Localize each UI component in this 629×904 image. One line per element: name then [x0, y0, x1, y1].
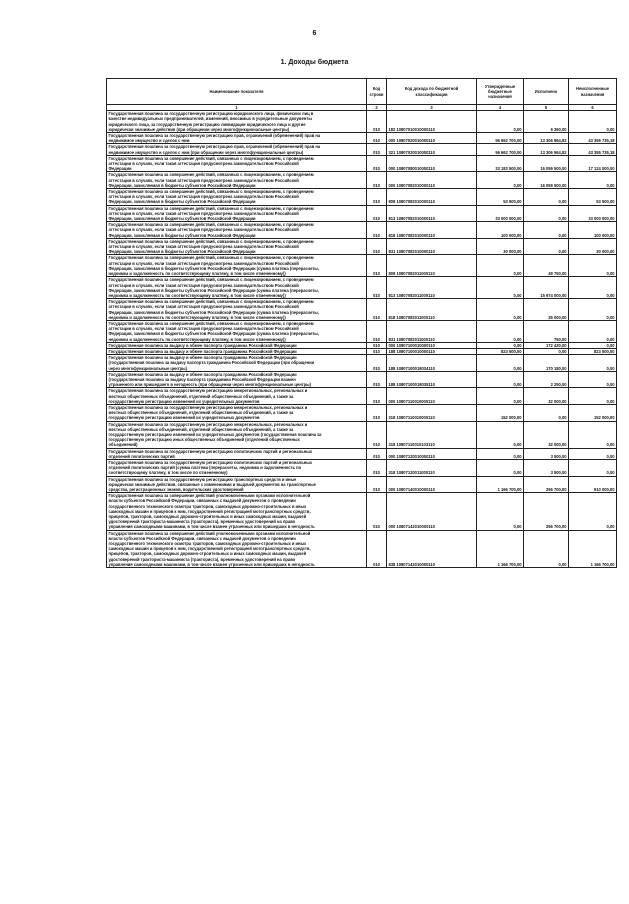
row-executed: 256 700,00: [524, 493, 569, 530]
header-name: Наименование показателя: [107, 79, 367, 105]
row-approved: 1 166 700,00: [477, 476, 524, 493]
row-approved: 0,00: [477, 460, 524, 477]
row-classification-code: 831 10807082011000110: [387, 320, 477, 342]
row-line-code: 010: [367, 133, 387, 144]
row-name: Государственная пошлина за государственную регистрацию межрегиональных, региональных и местных общественных объединений, отделений общественных объединений, а также за государственную регистрацию изменений их учредительных документов: [107, 404, 367, 421]
row-approved: 0,00: [477, 320, 524, 342]
row-line-code: 010: [367, 255, 387, 277]
row-executed: 0,00: [524, 404, 569, 421]
header-unexecuted: Неисполненные назначения: [569, 79, 617, 105]
section-title: 1. Доходы бюджета: [280, 59, 349, 66]
income-table: [106, 78, 617, 568]
table-row: [107, 238, 617, 255]
row-approved: 0,00: [477, 277, 524, 299]
row-unexecuted: 43 355 735,18: [569, 133, 617, 144]
row-name: Государственная пошлина за совершение действий, связанных с лицензированием, с проведением аттестации в случаях, если такая аттестация предусмотрена законодательством Российской Федерации, зачисляемая в бюджеты субъектов Российской Федерации: [107, 189, 367, 206]
table-row: [107, 133, 617, 144]
row-name: Государственная пошлина за государственную регистрацию политических партий и региональных отделений политических партий (сумма платежа (перерасчеты, недоимка и задолженность по соответствующему платежу, в том числе по отмененному): [107, 460, 367, 477]
row-executed: 49 750,00: [524, 255, 569, 277]
table-row: [107, 493, 617, 530]
row-executed: 3 500,00: [524, 460, 569, 477]
table-row: [107, 355, 617, 372]
row-approved: 53 500,00: [477, 189, 524, 206]
row-line-code: 010: [367, 222, 387, 239]
row-unexecuted: 17 124 000,00: [569, 155, 617, 172]
row-classification-code: 813 10807082011000110: [387, 277, 477, 299]
row-unexecuted: 0,00: [569, 299, 617, 321]
row-classification-code: 838 10807142010000110: [387, 530, 477, 567]
row-classification-code: 000 10807082010000110: [387, 172, 477, 189]
table-row: [107, 404, 617, 421]
row-approved: 823 500,00: [477, 348, 524, 354]
table-row: [107, 189, 617, 206]
column-number: 6: [569, 105, 617, 111]
row-unexecuted: 0,00: [569, 172, 617, 189]
table-row: [107, 255, 617, 277]
row-name: Государственная пошлина за государственную регистрацию транспортных средств и иные юридически значимые действия, связанные с изменениями и выдачей документов на транспортные средства, регистрационных знаков, водительских удостоверений: [107, 476, 367, 493]
row-unexecuted: 0,00: [569, 421, 617, 448]
row-executed: 0,00: [524, 222, 569, 239]
row-unexecuted: 0,00: [569, 255, 617, 277]
row-executed: 3 500,00: [524, 448, 569, 459]
row-classification-code: 809 10807082010000110: [387, 189, 477, 206]
table-row: [107, 388, 617, 405]
row-name: Государственная пошлина за государственную регистрацию прав, ограничений (обременений) прав на недвижимое имущество и сделок с ним (при обращении через многофункциональные центры): [107, 144, 367, 155]
header-approved: Утвержденные бюджетные назначения: [477, 79, 524, 105]
row-line-code: 010: [367, 530, 387, 567]
row-classification-code: 000 10807080010000110: [387, 155, 477, 172]
header-line-code: Код строки: [367, 79, 387, 105]
row-approved: 0,00: [477, 371, 524, 388]
row-unexecuted: 0,00: [569, 320, 617, 342]
row-unexecuted: 0,00: [569, 277, 617, 299]
table-row: [107, 299, 617, 321]
table-row: [107, 448, 617, 459]
row-name: Государственная пошлина за выдачу и обмен паспорта гражданина Российской Федерации: [107, 348, 367, 354]
row-line-code: 010: [367, 205, 387, 222]
row-unexecuted: 53 500,00: [569, 189, 617, 206]
row-classification-code: 809 10807082011000110: [387, 255, 477, 277]
row-approved: 56 662 700,00: [477, 144, 524, 155]
table-row: [107, 421, 617, 448]
column-number: 3: [387, 105, 477, 111]
table-row: [107, 205, 617, 222]
row-line-code: 010: [367, 144, 387, 155]
row-classification-code: 318 10807120011000110: [387, 460, 477, 477]
table-row: [107, 476, 617, 493]
row-name: Государственная пошлина за выдачу и обмен паспорта гражданина Российской Федерации (государственная пошлина за выдачу паспорта гражданина Российской Федерации (при обращении через многофункциональные центры): [107, 355, 367, 372]
table-row: [107, 460, 617, 477]
row-executed: 170 180,00: [524, 355, 569, 372]
row-classification-code: 000 10807020010000110: [387, 133, 477, 144]
table-body: [107, 111, 617, 568]
row-classification-code: 000 10807140010000110: [387, 476, 477, 493]
row-line-code: 010: [367, 342, 387, 348]
header-row: [107, 79, 617, 105]
row-approved: 0,00: [477, 421, 524, 448]
row-name: Государственная пошлина за государственную регистрацию межрегиональных, региональных и местных общественных объединений, отделений общественных объединений, а также за государственную регистрацию изменений их учредительных документов: [107, 388, 367, 405]
row-executed: 6 360,00: [524, 111, 569, 133]
row-classification-code: 182 10807010010000110: [387, 111, 477, 133]
row-executed: 13 306 964,82: [524, 133, 569, 144]
row-unexecuted: 0,00: [569, 355, 617, 372]
row-name: Государственная пошлина за совершение действий уполномоченными органами исполнительной власти субъектов Российской Федерации, связанных с выдачей документов о проведении государственного технического осмотра тракторов, самоходных дорожно-строительных и иных самоходных машин и прицепов к ним, государственной регистрацией мототранспортных средств, прицепов, тракторов, самоходных дорожно-строительных и иных самоходных машин, выдачей удостоверений тракториста-машиниста (тракториста), временных удостоверений на право управления самоходными машинами, в том числе взамен утраченных или пришедших в негодность: [107, 530, 367, 567]
table-row: [107, 530, 617, 567]
column-number: 1: [107, 105, 367, 111]
row-executed: 2 250,00: [524, 371, 569, 388]
row-name: Государственная пошлина за совершение действий, связанных с лицензированием, с проведением аттестации в случаях, если такая аттестация предусмотрена законодательством Российской Федерации, зачисляемая в бюджеты субъектов Российской Федерации (сумма платежа (перерасчеты, недоимка и задолженность по соответствующему платежу, в том числе отмененному)): [107, 255, 367, 277]
table-row: [107, 320, 617, 342]
row-approved: 0,00: [477, 172, 524, 189]
row-name: Государственная пошлина за совершение действий, связанных с лицензированием, с проведением аттестации в случаях, если такая аттестация предусмотрена законодательством Российской Федерации, зачисляемая в бюджеты субъектов Российской Федерации (сумма платежа (перерасчеты, недоимка и задолженность по соответствующему платежу, в том числе отмененному)): [107, 320, 367, 342]
table-row: [107, 144, 617, 155]
row-line-code: 010: [367, 371, 387, 388]
row-unexecuted: 0,00: [569, 460, 617, 477]
row-line-code: 010: [367, 348, 387, 354]
row-name: Государственная пошлина за выдачу и обмен паспорта гражданина Российской Федерации: [107, 342, 367, 348]
row-approved: 152 000,00: [477, 404, 524, 421]
row-unexecuted: 0,00: [569, 111, 617, 133]
row-classification-code: 000 10807110010000110: [387, 388, 477, 405]
table-row: [107, 371, 617, 388]
row-executed: 172 430,00: [524, 342, 569, 348]
row-executed: 750,00: [524, 320, 569, 342]
row-approved: 1 166 700,00: [477, 530, 524, 567]
row-line-code: 010: [367, 355, 387, 372]
row-line-code: 010: [367, 460, 387, 477]
table-row: [107, 222, 617, 239]
row-name: Государственная пошлина за совершение действий, связанных с лицензированием, с проведением аттестации в случаях, если такая аттестация предусмотрена законодательством Российской Федерации, зачисляемая в бюджеты субъектов Российской Федерации: [107, 222, 367, 239]
row-name: Государственная пошлина за совершение действий, связанных с лицензированием, с проведением аттестации в случаях, если такая аттестация предусмотрена законодательством Российской Федерации, зачисляемая в бюджеты субъектов Российской Федерации (сумма платежа (перерасчеты, недоимка и задолженность по соответствующему платежу, в том числе отмененному)): [107, 299, 367, 321]
row-name: Государственная пошлина за совершение действий, связанных с лицензированием, с проведением аттестации в случаях, если такая аттестация предусмотрена законодательством Российской Федерации: [107, 155, 367, 172]
row-classification-code: 188 10807100010000110: [387, 348, 477, 354]
row-line-code: 010: [367, 476, 387, 493]
row-executed: 15 974 000,00: [524, 277, 569, 299]
row-executed: 0,00: [524, 205, 569, 222]
row-line-code: 010: [367, 189, 387, 206]
row-unexecuted: 0,00: [569, 493, 617, 530]
row-unexecuted: 0,00: [569, 371, 617, 388]
row-approved: 33 183 500,00: [477, 155, 524, 172]
row-executed: 35 000,00: [524, 299, 569, 321]
table-row: [107, 172, 617, 189]
row-line-code: 010: [367, 238, 387, 255]
row-executed: 0,00: [524, 189, 569, 206]
table-row: [107, 111, 617, 133]
page-number: 6: [312, 30, 317, 37]
row-approved: 100 000,00: [477, 222, 524, 239]
row-unexecuted: 100 000,00: [569, 222, 617, 239]
row-approved: 56 662 700,00: [477, 133, 524, 144]
row-name: Государственная пошлина за выдачу и обмен паспорта гражданина Российской Федерации (государственная пошлина за выдачу паспорта гражданина Российской Федерации взамен утраченного или пришедшего в негодность (при обращении через многофункциональные центры): [107, 371, 367, 388]
row-classification-code: 831 10807082010000110: [387, 238, 477, 255]
row-approved: 0,00: [477, 388, 524, 405]
row-name: Государственная пошлина за совершение действий, связанных с лицензированием, с проведением аттестации в случаях, если такая аттестация предусмотрена законодательством Российской Федерации, зачисляемая в бюджеты субъектов Российской Федерации (сумма платежа (перерасчеты, недоимка и задолженность по соответствующему платежу, в том числе отмененному)): [107, 277, 367, 299]
row-classification-code: 000 10807120010000110: [387, 448, 477, 459]
row-classification-code: 000 10807100010000110: [387, 342, 477, 348]
row-line-code: 010: [367, 299, 387, 321]
row-line-code: 010: [367, 320, 387, 342]
table-row: [107, 155, 617, 172]
row-unexecuted: 33 000 000,00: [569, 205, 617, 222]
row-classification-code: 318 10807110010000110: [387, 404, 477, 421]
row-approved: 0,00: [477, 355, 524, 372]
column-number: 5: [524, 105, 569, 111]
column-number: 2: [367, 105, 387, 111]
row-executed: 0,00: [524, 238, 569, 255]
row-name: Государственная пошлина за совершение действий, связанных с лицензированием, с проведением аттестации в случаях, если такая аттестация предусмотрена законодательством Российской Федерации, зачисляемая в бюджеты субъектов Российской Федерации: [107, 238, 367, 255]
row-unexecuted: 823 500,00: [569, 348, 617, 354]
row-name: Государственная пошлина за государственную регистрацию межрегиональных, региональных и местных общественных объединений, отделений общественных объединений, а также за государственную регистрацию изменений их учредительных документов (государственная пошлина за государственную регистрацию иных общественных объединений (отделений общественных объединений): [107, 421, 367, 448]
row-executed: 16 059 500,00: [524, 155, 569, 172]
row-approved: 0,00: [477, 299, 524, 321]
row-line-code: 010: [367, 155, 387, 172]
row-line-code: 010: [367, 277, 387, 299]
row-approved: 0,00: [477, 111, 524, 133]
row-executed: 256 700,00: [524, 476, 569, 493]
row-approved: 0,00: [477, 493, 524, 530]
row-classification-code: 818 10807082011000110: [387, 299, 477, 321]
row-approved: 0,00: [477, 342, 524, 348]
row-executed: 0,00: [524, 348, 569, 354]
row-line-code: 010: [367, 421, 387, 448]
row-approved: 0,00: [477, 448, 524, 459]
header-executed: Исполнено: [524, 79, 569, 105]
row-name: Государственная пошлина за совершение действий уполномоченными органами исполнительной власти субъектов Российской Федерации, связанных с выдачей документов о проведении государственного технического осмотра тракторов, самоходных дорожно-строительных и иных самоходных машин и прицепов к ним, государственной регистрацией мототранспортных средств, прицепов, тракторов, самоходных дорожно-строительных и иных самоходных машин, выдачей удостоверений тракториста-машиниста (тракториста), временных удостоверений на право управления самоходными машинами, в том числе взамен утраченных или пришедших в негодность: [107, 493, 367, 530]
row-line-code: 010: [367, 111, 387, 133]
row-executed: 13 306 964,82: [524, 144, 569, 155]
row-classification-code: 188 10807100018034110: [387, 355, 477, 372]
row-classification-code: 321 10807020010000110: [387, 144, 477, 155]
row-line-code: 010: [367, 493, 387, 530]
row-unexecuted: 152 000,00: [569, 404, 617, 421]
row-unexecuted: 43 355 735,18: [569, 144, 617, 155]
row-line-code: 010: [367, 388, 387, 405]
row-name: Государственная пошлина за государственную регистрацию юридического лица, физических лиц в качестве индивидуальных предпринимателей, изменений, вносимых в учредительные документы юридического лица, за государственную регистрацию ликвидации юридического лица и другие юридически значимые действия (при обращении через многофункциональные центры): [107, 111, 367, 133]
row-line-code: 010: [367, 172, 387, 189]
row-unexecuted: 910 000,00: [569, 476, 617, 493]
row-executed: 32 000,00: [524, 388, 569, 405]
row-name: Государственная пошлина за государственную регистрацию политических партий и региональных отделений политических партий: [107, 448, 367, 459]
row-name: Государственная пошлина за совершение действий, связанных с лицензированием, с проведением аттестации в случаях, если такая аттестация предусмотрена законодательством Российской Федерации, зачисляемая в бюджеты субъектов Российской Федерации: [107, 172, 367, 189]
row-classification-code: 818 10807082010000110: [387, 222, 477, 239]
column-number: 4: [477, 105, 524, 111]
row-executed: 0,00: [524, 530, 569, 567]
row-approved: 33 000 000,00: [477, 205, 524, 222]
row-unexecuted: 0,00: [569, 342, 617, 348]
row-line-code: 010: [367, 404, 387, 421]
row-classification-code: 188 10807100018035110: [387, 371, 477, 388]
row-approved: 30 000,00: [477, 238, 524, 255]
table-row: [107, 277, 617, 299]
row-approved: 0,00: [477, 255, 524, 277]
row-classification-code: 318 10807110010103110: [387, 421, 477, 448]
row-unexecuted: 0,00: [569, 448, 617, 459]
row-executed: 32 000,00: [524, 421, 569, 448]
row-unexecuted: 1 166 700,00: [569, 530, 617, 567]
row-unexecuted: 0,00: [569, 388, 617, 405]
row-classification-code: 813 10807082010000110: [387, 205, 477, 222]
row-executed: 16 059 500,00: [524, 172, 569, 189]
row-classification-code: 000 10807142010000110: [387, 493, 477, 530]
row-name: Государственная пошлина за государственную регистрацию прав, ограничений (обременений) прав на недвижимое имущество и сделок с ним: [107, 133, 367, 144]
row-line-code: 010: [367, 448, 387, 459]
row-name: Государственная пошлина за совершение действий, связанных с лицензированием, с проведением аттестации в случаях, если такая аттестация предусмотрена законодательством Российской Федерации, зачисляемая в бюджеты субъектов Российской Федерации: [107, 205, 367, 222]
header-classification: Код дохода по бюджетной классификации: [387, 79, 477, 105]
row-unexecuted: 30 000,00: [569, 238, 617, 255]
